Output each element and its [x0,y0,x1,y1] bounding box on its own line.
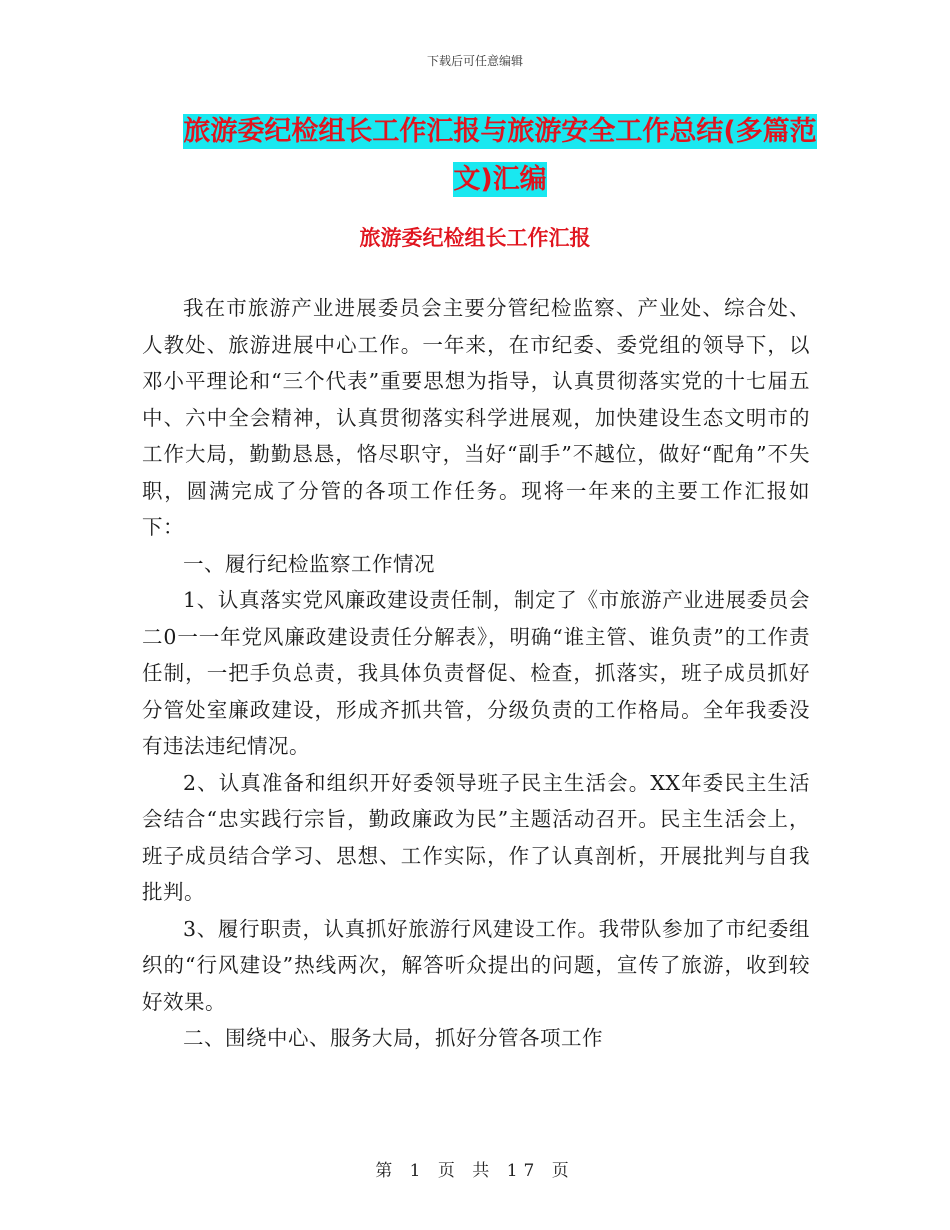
page-footer: 第 1 页 共 17 页 [375,1161,575,1181]
title-line-1: 旅游委纪检组长工作汇报与旅游安全工作总结(多篇范 [183,116,817,147]
section-title: 旅游委纪检组长工作汇报 [359,226,591,250]
paragraph-item-1: 1、认真落实党风廉政建设责任制，制定了《市旅游产业进展委员会二0一一年党风廉政建设责任分解表》，明确“谁主管、谁负责”的工作责任制，一把手负总责，我具体负责督促、检查，抓落实，班子成员抓好分管处室廉政建设，形成齐抓共管，分级负责的工作格局。全年我委没有违法违纪情况。 [142,588,810,758]
paragraph-item-2: 2、认真准备和组织开好委领导班子民主生活会。XX年委民主生活会结合“忠实践行宗旨，勤政廉政为民”主题活动召开。民主生活会上，班子成员结合学习、思想、工作实际，作了认真剖析，开展批判与自我批判。 [142,770,810,904]
heading-center-work: 二、围绕中心、服务大局，抓好分管各项工作 [183,1026,603,1050]
paragraph-item-3: 3、履行职责，认真抓好旅游行风建设工作。我带队参加了市纪委组织的“行风建设”热线两次，解答听众提出的问题，宣传了旅游，收到较好效果。 [142,916,810,1014]
paragraph-intro: 我在市旅游产业进展委员会主要分管纪检监察、产业处、综合处、人教处、旅游进展中心工作。一年来，在市纪委、委党组的领导下，以邓小平理论和“三个代表”重要思想为指导，认真贯彻落实党的十七届五中、六中全会精神，认真贯彻落实科学进展观，加快建设生态文明市的工作大局，勤勤恳恳，恪尽职守，当好“副手”不越位，做好“配角”不失职，圆满完成了分管的各项工作任务。现将一年来的主要工作汇报如下： [142,296,810,539]
heading-discipline: 一、履行纪检监察工作情况 [183,551,435,576]
title-line-2: 文)汇编 [453,164,547,195]
header-note: 下载后可任意编辑 [426,54,523,68]
document-title [150,108,850,204]
document-body [142,290,810,1057]
